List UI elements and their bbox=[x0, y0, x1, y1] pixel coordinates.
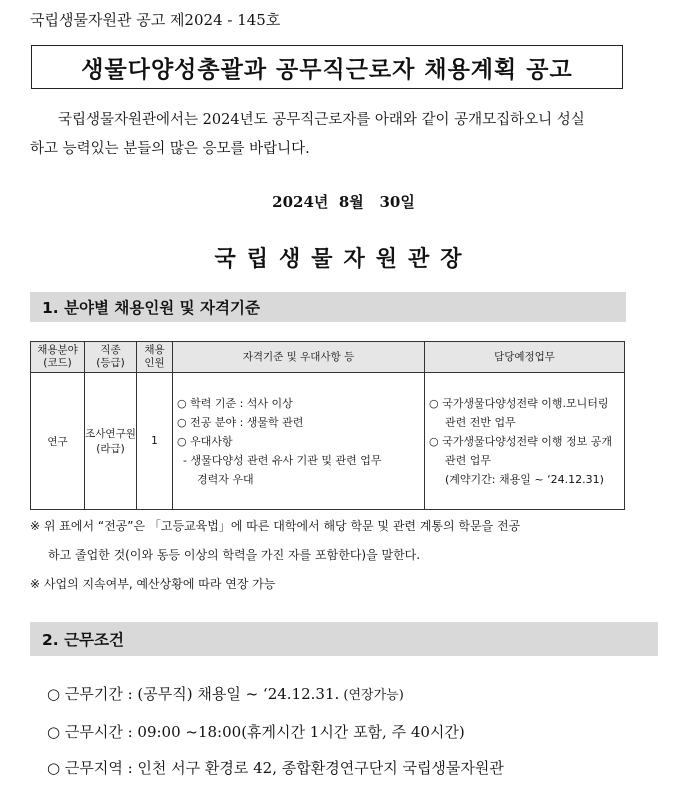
cell-qualification bbox=[173, 373, 425, 510]
cell-duties bbox=[425, 373, 625, 510]
header-duties: 담당예정업무 bbox=[425, 342, 625, 373]
header-position: 직종 (등급) bbox=[85, 342, 137, 373]
duty-2-cont: 관련 업무 bbox=[445, 453, 492, 467]
header-count: 채용 인원 bbox=[137, 342, 173, 373]
duty-2: ○ 국가생물다양성전략 이행 정보 공개 bbox=[429, 434, 612, 448]
contract-period: (계약기간: 채용일 ~ ‘24.12.31) bbox=[445, 472, 604, 486]
qual-preference-detail-cont: 경력자 우대 bbox=[197, 472, 254, 486]
table-header-row bbox=[31, 342, 625, 373]
qual-preference-detail: - 생물다양성 관련 유사 기관 및 관련 업무 bbox=[183, 453, 382, 467]
notice-date: 2024년 8월 30일 bbox=[272, 193, 415, 211]
table-row bbox=[31, 373, 625, 510]
condition-location: ○ 근무지역 : 인천 서구 환경로 42, 종합환경연구단지 국립생물자원관 bbox=[47, 759, 504, 777]
qual-education: ○ 학력 기준 : 석사 이상 bbox=[177, 396, 293, 410]
note-major-definition-cont: 하고 졸업한 것(이와 동등 이상의 학력을 가진 자를 포함한다)을 말한다. bbox=[48, 548, 421, 562]
header-qualification: 자격기준 및 우대사항 등 bbox=[173, 342, 425, 373]
condition-period: ○ 근무기간 : (공무직) 채용일 ~ ‘24.12.31. (연장가능) bbox=[47, 685, 404, 703]
issuer-name: 국립생물자원관장 bbox=[214, 246, 473, 272]
qual-major: ○ 전공 분야 : 생물학 관련 bbox=[177, 415, 304, 429]
work-conditions bbox=[47, 676, 504, 786]
header-field: 채용분야 (코드) bbox=[31, 342, 85, 373]
duty-1: ○ 국가생물다양성전략 이행.모니터링 bbox=[429, 396, 609, 410]
note-major-definition: ※ 위 표에서 “전공”은 「고등교육법」에 따른 대학에서 해당 학문 및 관련 계통의 학문을 전공 bbox=[30, 519, 521, 533]
notes bbox=[30, 512, 630, 599]
intro-line-1: 국립생물자원관에서는 2024년도 공무직근로자를 아래와 같이 공개모집하오니 성실 bbox=[58, 112, 585, 128]
note-extension: ※ 사업의 지속여부, 예산상황에 따라 연장 가능 bbox=[30, 577, 276, 591]
recruitment-table bbox=[30, 341, 625, 510]
notice-number: 국립생물자원관 공고 제2024 - 145호 bbox=[30, 11, 281, 29]
intro-paragraph bbox=[30, 106, 628, 164]
section-1-header: 1. 분야별 채용인원 및 자격기준 bbox=[30, 292, 626, 322]
intro-line-2: 하고 능력있는 분들의 많은 응모를 바랍니다. bbox=[30, 141, 310, 157]
condition-hours: ○ 근무시간 : 09:00 ~18:00(휴게시간 1시간 포함, 주 40시간) bbox=[47, 723, 465, 741]
cell-field: 연구 bbox=[31, 373, 85, 510]
section-2-header: 2. 근무조건 bbox=[30, 622, 658, 656]
cell-position: 조사연구원 (라급) bbox=[85, 373, 137, 510]
cell-count: 1 bbox=[137, 373, 173, 510]
page-title: 생물다양성총괄과 공무직근로자 채용계획 공고 bbox=[31, 45, 623, 89]
duty-1-cont: 관련 전반 업무 bbox=[445, 415, 516, 429]
qual-preference: ○ 우대사항 bbox=[177, 434, 233, 448]
